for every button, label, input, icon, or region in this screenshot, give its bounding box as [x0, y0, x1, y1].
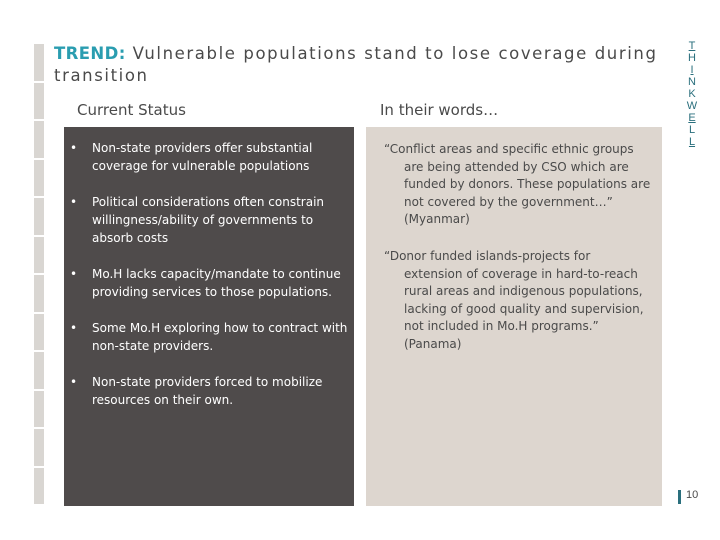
bullet-icon: • [70, 321, 78, 335]
quote-text: extension of coverage in hard-to-reach rural areas and indigenous populations, lacking of good quality and supervision, not included in Mo.H programs.” (Panama) [404, 266, 644, 351]
title-text: Vulnerable populations stand to lose coverage during transition [54, 44, 658, 85]
left-decorative-rail [34, 44, 44, 506]
quote-first-line: “Donor funded islands-projects for [384, 249, 591, 263]
slide-title [54, 43, 674, 87]
logo-letter: W [686, 100, 698, 112]
current-status-panel [64, 127, 354, 506]
logo-letter: E [688, 112, 696, 124]
logo-letter: T [688, 40, 696, 52]
quote-text: are being attended by CSO which are funded by donors. These populations are not covered by the government…” (Myanmar) [404, 159, 651, 226]
logo-letter: I [690, 64, 694, 76]
bullet-icon: • [70, 195, 78, 209]
list-item [70, 265, 352, 301]
logo-letter: N [688, 76, 696, 88]
list-item [70, 319, 352, 355]
list-item [70, 193, 352, 247]
logo-letter: H [688, 52, 696, 64]
logo-letter: L [688, 136, 696, 148]
bullet-text: Mo.H lacks capacity/mandate to continue providing services to those populations. [92, 267, 341, 299]
title-keyword: TREND: [54, 44, 126, 63]
logo-letter: L [688, 124, 696, 136]
quote-block [384, 248, 654, 353]
logo-letter: K [688, 88, 696, 100]
thinkwell-logo [684, 40, 700, 148]
bullet-icon: • [70, 267, 78, 281]
bullet-text: Political considerations often constrain willingness/ability of governments to absorb costs [92, 195, 325, 245]
current-status-heading: Current Status [77, 101, 186, 119]
list-item [70, 139, 352, 175]
bullet-icon: • [70, 375, 78, 389]
bullet-text: Non-state providers forced to mobilize resources on their own. [92, 375, 323, 407]
quote-block [384, 141, 654, 229]
list-item [70, 373, 352, 409]
page-number-marker [678, 490, 681, 504]
page-number: 10 [686, 489, 699, 501]
quote-first-line: “Conflict areas and specific ethnic groups [384, 142, 634, 156]
bullet-icon: • [70, 141, 78, 155]
bullet-text: Non-state providers offer substantial coverage for vulnerable populations [92, 141, 313, 173]
bullet-text: Some Mo.H exploring how to contract with non-state providers. [92, 321, 348, 353]
in-their-words-heading: In their words… [380, 101, 499, 119]
